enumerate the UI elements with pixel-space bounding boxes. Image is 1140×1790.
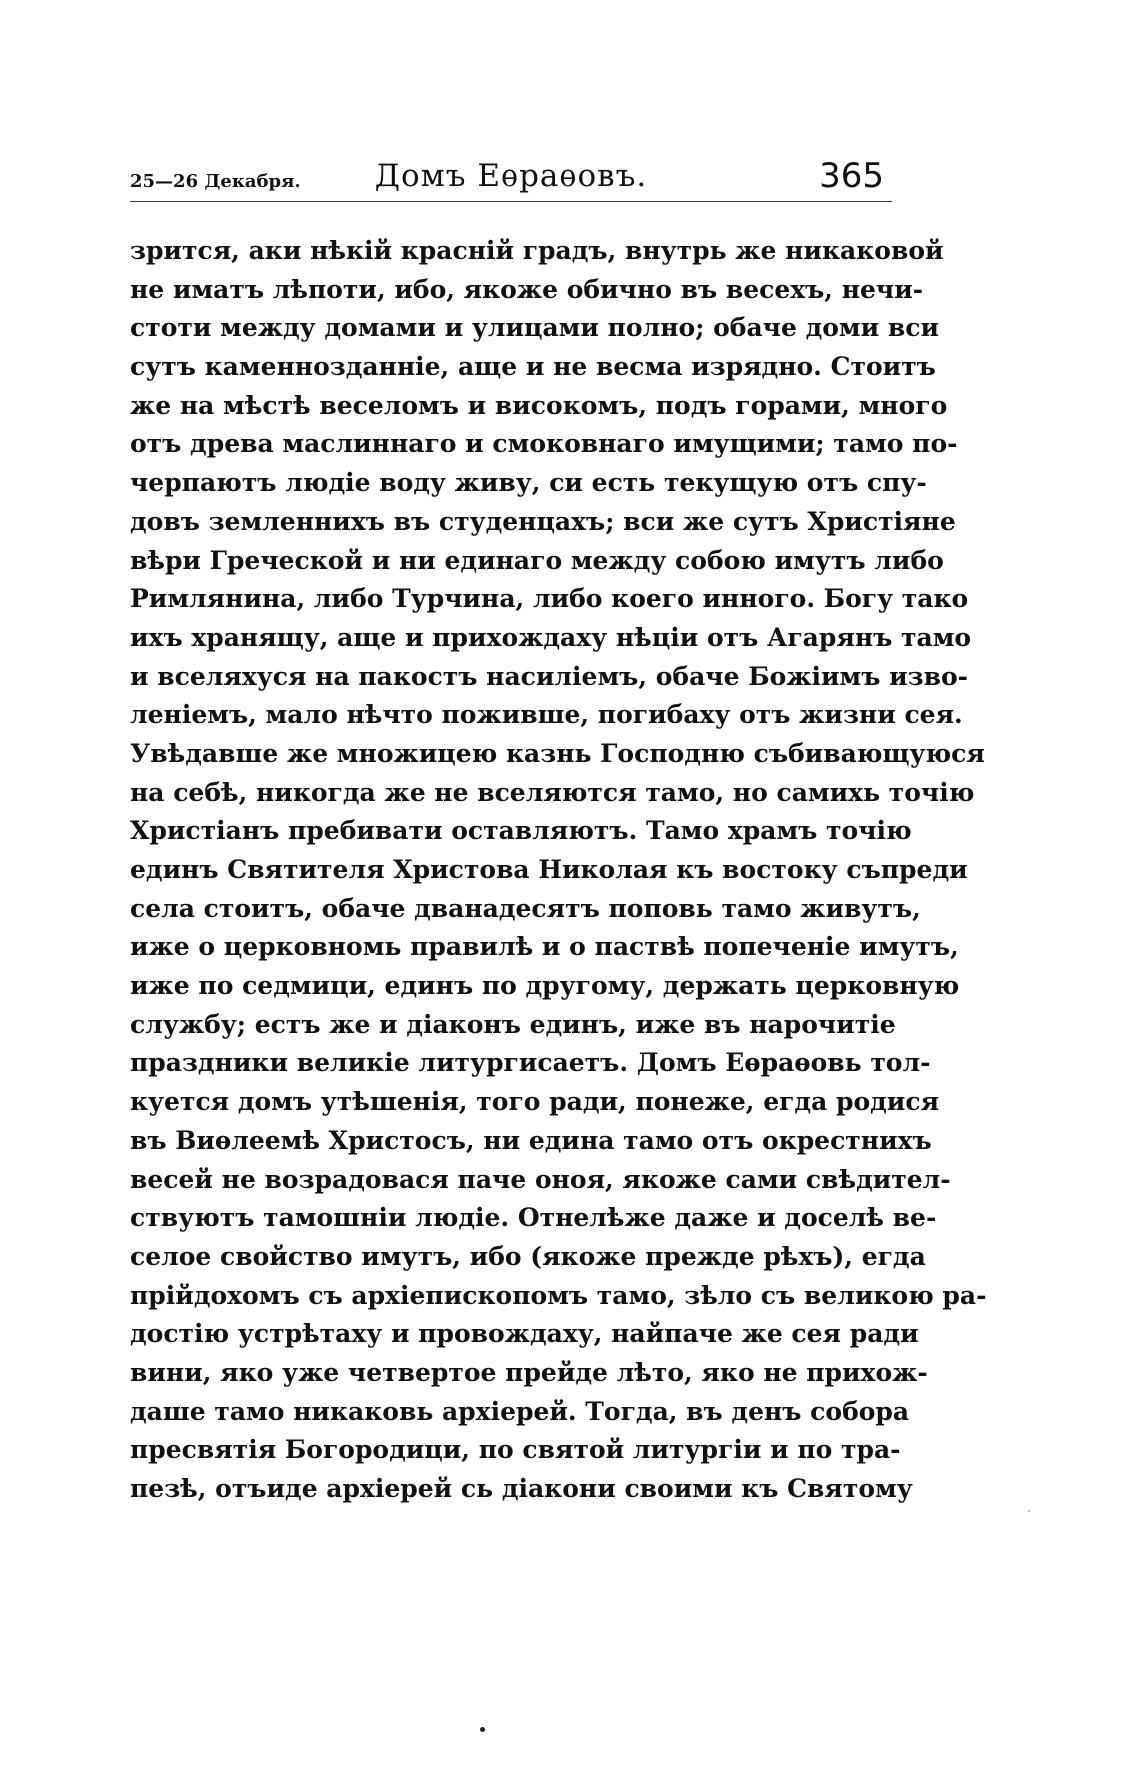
text-line: зрится, аки нѣкій красній градъ, внутрь же никаковой [130, 236, 944, 265]
paper-speck [1028, 1510, 1030, 1512]
text-line: иже о церковномь правилѣ и о паствѣ попеченіе имутъ, [130, 932, 959, 962]
text-line: довъ земленнихъ въ студенцахъ; вси же сутъ Христіяне [130, 506, 956, 536]
text-line: единъ Святителя Христова Николая къ востоку съпреди [130, 855, 968, 884]
text-line: куется домъ утѣшенія, того ради, понеже, егда родися [130, 1087, 940, 1117]
text-line: Христіанъ пребивати оставляютъ. Тамо храмъ точію [130, 816, 912, 846]
text-line: Увѣдавше же множицею казнь Господню събивающуюся [130, 738, 985, 768]
text-line: службу; естъ же и діаконъ единъ, иже въ нарочитіе [130, 1009, 896, 1039]
text-line: иже по седмици, единъ по другому, держать церковную [130, 971, 960, 1001]
body-text [130, 232, 987, 1509]
page-number: 365 [819, 156, 884, 196]
text-line: ствуютъ тамошніи людіе. Отнелѣже даже и доселѣ ве- [130, 1203, 937, 1233]
text-line: праздники великіе литургисаетъ. Домъ Еѳраѳовь тол- [130, 1048, 931, 1078]
header-date-range: 25—26 Декабря. [130, 171, 301, 192]
text-line: не иматъ лѣпоти, ибо, якоже обично въ весехъ, нечи- [130, 274, 924, 304]
text-line: на себѣ, никогда же не вселяются тамо, но самихь точію [130, 777, 975, 807]
text-line: селое свойство имутъ, ибо (якоже прежде рѣхъ), егда [130, 1241, 926, 1271]
text-line: стоти между домами и улицами полно; обаче доми вси [130, 313, 940, 343]
text-line: сутъ каменнозданніе, аще и не весма изрядно. Стоитъ [130, 352, 936, 382]
text-line: села стоитъ, обаче дванадесятъ поповь тамо живутъ, [130, 893, 921, 923]
text-line: и вселяхуся на пакостъ насиліемъ, обаче Божіимъ изво- [130, 661, 969, 691]
text-line: леніемъ, мало нѣчто поживше, погибаху отъ жизни сея. [130, 700, 963, 730]
text-line: вини, яко уже четвертое прейде лѣто, яко не прихож- [130, 1357, 928, 1387]
text-line: весей не возрадовася паче оноя, якоже сами свѣдител- [130, 1164, 951, 1194]
text-line: даше тамо никаковь архіерей. Тогда, въ денъ собора [130, 1396, 910, 1426]
text-line: ихъ хранящу, аще и прихождаху нѣціи отъ Агарянъ тамо [130, 622, 972, 652]
header-rule [130, 201, 892, 202]
text-line: пезѣ, отъиде архіерей сь діакони своими къ Святому [130, 1474, 913, 1503]
text-line: достію устрѣтаху и провождаху, найпаче же сея ради [130, 1319, 919, 1349]
text-line: вѣри Греческой и ни единаго между собою имутъ либо [130, 545, 944, 575]
text-line: пресвятія Богородици, по святой литургіи и по тра- [130, 1435, 901, 1465]
running-header [130, 148, 892, 198]
text-line: Римлянина, либо Турчина, либо коего инного. Богу тако [130, 584, 969, 614]
text-line: въ Виѳлеемѣ Христосъ, ни едина тамо отъ окрестнихъ [130, 1125, 932, 1155]
text-line: же на мѣстѣ веселомъ и високомъ, подъ горами, много [130, 390, 948, 420]
header-title: Домъ Еѳраѳовъ. [374, 158, 648, 194]
text-line: отъ древа маслиннаго и смоковнаго имущими; тамо по- [130, 429, 958, 459]
text-line: прійдохомъ съ архіепископомъ тамо, зѣло съ великою ра- [130, 1280, 987, 1310]
text-line: черпаютъ людіе воду живу, си есть текущую отъ спу- [130, 468, 927, 498]
printer-mark [480, 1727, 485, 1732]
